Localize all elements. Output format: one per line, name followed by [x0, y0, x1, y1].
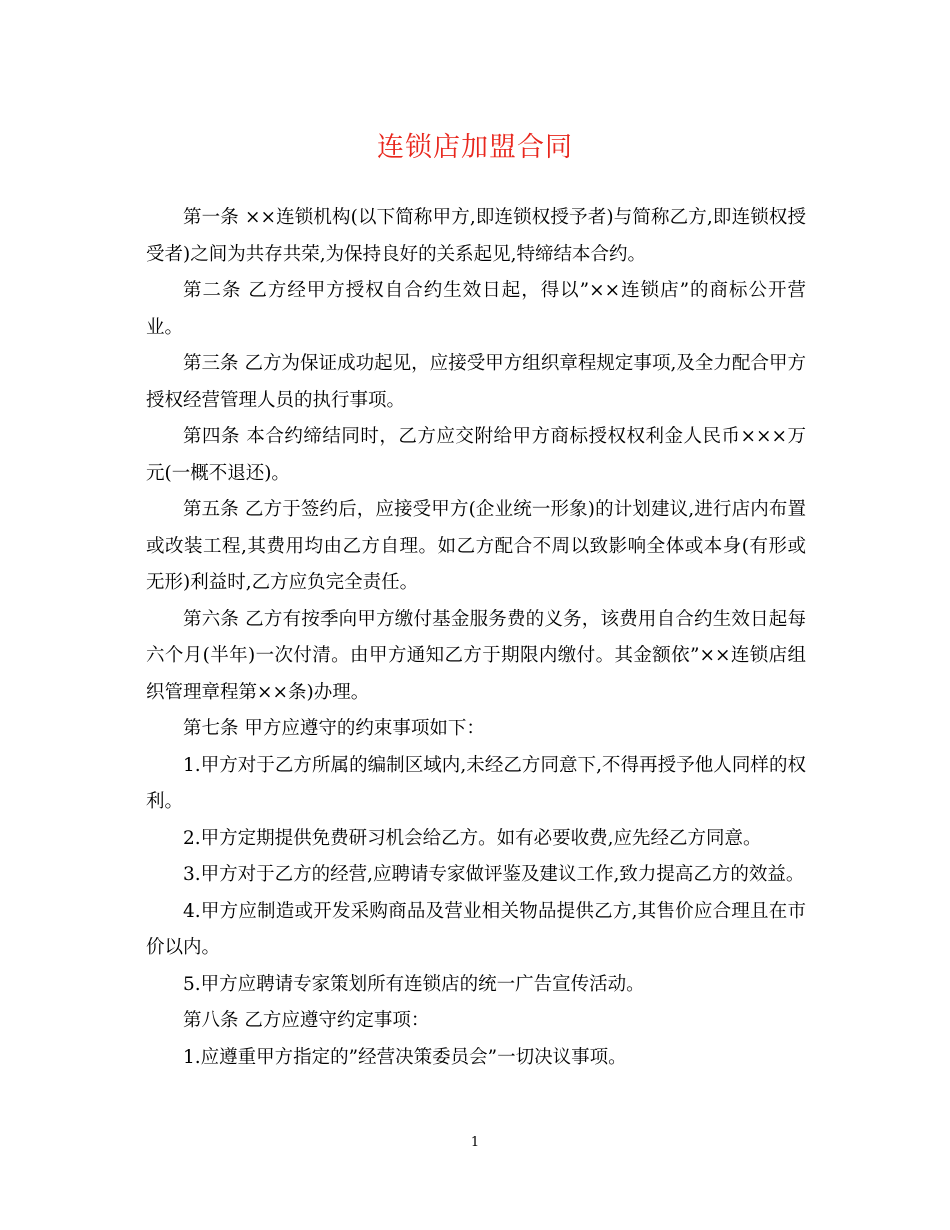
article-5: 第五条 乙方于签约后，应接受甲方(企业统一形象)的计划建议,进行店内布置或改装工程,其费用均由乙方自理。如乙方配合不周以致影响全体或本身(有形或无形)利益时,乙方应负完全责任。: [146, 499, 806, 593]
document-body: [146, 200, 806, 1076]
page-number: 1: [470, 1135, 480, 1150]
article-8-heading: 第八条 乙方应遵守约定事项：: [183, 1010, 430, 1031]
article-7-item-3: 3.甲方对于乙方的经营,应聘请专家做评鉴及建议工作,致力提高乙方的效益。: [183, 864, 805, 885]
article-4: 第四条 本合约缔结同时，乙方应交附给甲方商标授权权利金人民币×××万元(一概不退还)。: [146, 426, 806, 484]
article-1: 第一条 ××连锁机构(以下简称甲方,即连锁权授予者)与简称乙方,即连锁权授受者)之间为共存共荣,为保持良好的关系起见,特缔结本合约。: [146, 207, 806, 265]
article-7-item-2: 2.甲方定期提供免费研习机会给乙方。如有必要收费,应先经乙方同意。: [183, 827, 762, 849]
article-7-item-5: 5.甲方应聘请专家策划所有连锁店的统一广告宣传活动。: [183, 973, 645, 995]
article-2: 第二条 乙方经甲方授权自合约生效日起，得以”××连锁店”的商标公开营业。: [146, 280, 806, 338]
article-7-item-1: 1.甲方对于乙方所属的编制区域内,未经乙方同意下,不得再授予他人同样的权利。: [146, 754, 806, 812]
document-title: 连锁店加盟合同: [377, 132, 573, 163]
article-6: 第六条 乙方有按季向甲方缴付基金服务费的义务，该费用自合约生效日起每六个月(半年)一次付清。由甲方通知乙方于期限内缴付。其金额依”××连锁店组织管理章程第××条)办理。: [146, 608, 806, 703]
article-7-item-4: 4.甲方应制造或开发采购商品及营业相关物品提供乙方,其售价应合理且在市价以内。: [146, 900, 806, 958]
article-3: 第三条 乙方为保证成功起见，应接受甲方组织章程规定事项,及全力配合甲方授权经营管理人员的执行事项。: [146, 353, 806, 411]
article-8-item-1: 1.应遵重甲方指定的”经营决策委员会”一切决议事项。: [183, 1046, 627, 1068]
article-7-heading: 第七条 甲方应遵守的约束事项如下：: [183, 718, 485, 739]
